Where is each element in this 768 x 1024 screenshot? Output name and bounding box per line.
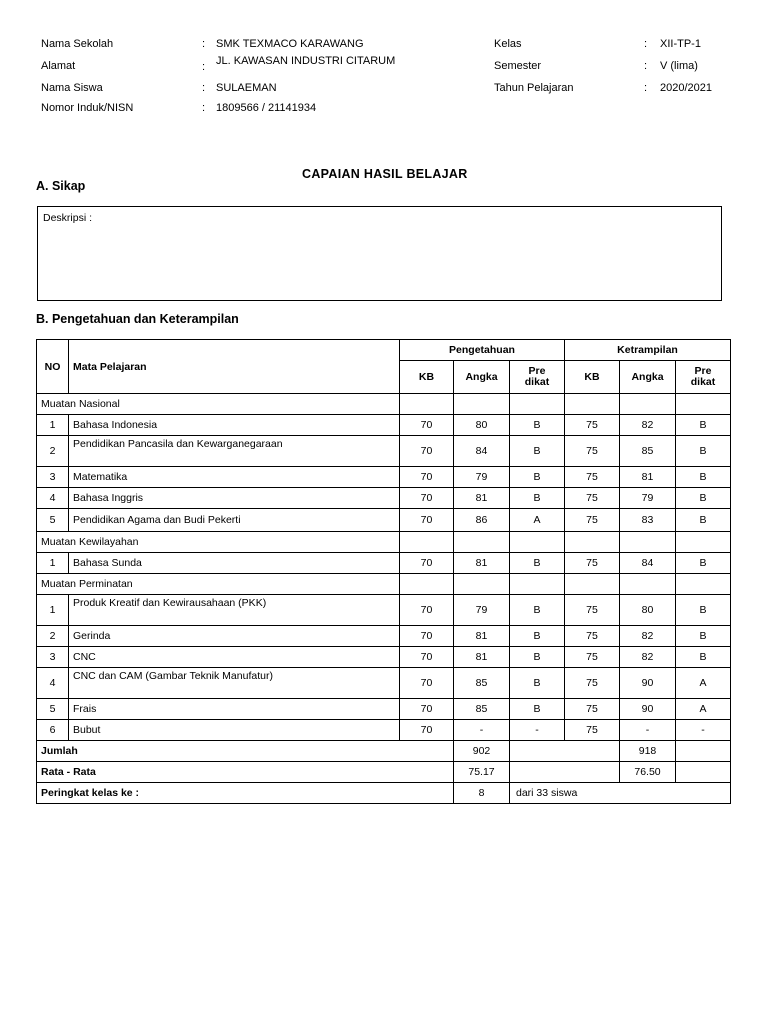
label-semester: Semester — [494, 60, 542, 72]
separator: : — [202, 82, 206, 94]
row-number: 5 — [37, 509, 69, 532]
grade-k-pred: B — [676, 626, 731, 647]
header-kb: KB — [565, 361, 620, 394]
empty-cell — [510, 741, 620, 762]
header-angka: Angka — [454, 361, 510, 394]
empty-cell — [620, 532, 676, 553]
grade-k-kb: 75 — [565, 699, 620, 720]
separator: : — [202, 61, 206, 73]
grades-table — [36, 339, 731, 804]
grade-p-pred: B — [510, 467, 565, 488]
average-label: Rata - Rata — [37, 762, 454, 783]
rank-label: Peringkat kelas ke : — [37, 783, 454, 804]
grade-p-pred: B — [510, 488, 565, 509]
value-school-name: SMK TEXMACO KARAWANG — [216, 38, 364, 50]
section-b-heading: B. Pengetahuan dan Keterampilan — [36, 312, 239, 326]
grade-k-angka: 83 — [620, 509, 676, 532]
header-kb: KB — [400, 361, 454, 394]
subject-name: Pendidikan Pancasila dan Kewarganegaraan — [69, 436, 400, 467]
grade-p-angka: 86 — [454, 509, 510, 532]
grade-p-angka: 84 — [454, 436, 510, 467]
row-number: 6 — [37, 720, 69, 741]
average-ketrampilan: 76.50 — [620, 762, 676, 783]
total-pengetahuan: 902 — [454, 741, 510, 762]
grade-p-angka: 85 — [454, 668, 510, 699]
separator: : — [644, 82, 648, 94]
grade-p-kb: 70 — [400, 595, 454, 626]
grade-p-kb: 70 — [400, 436, 454, 467]
grade-k-pred: A — [676, 699, 731, 720]
grade-k-pred: B — [676, 415, 731, 436]
group-row — [37, 394, 731, 415]
value-class: XII-TP-1 — [660, 38, 701, 50]
grade-p-kb: 70 — [400, 626, 454, 647]
label-school-name: Nama Sekolah — [41, 38, 114, 50]
grade-p-kb: 70 — [400, 415, 454, 436]
subject-name: CNC — [69, 647, 400, 668]
table-row — [37, 626, 731, 647]
empty-cell — [676, 574, 731, 595]
grade-p-pred: B — [510, 647, 565, 668]
grade-k-kb: 75 — [565, 553, 620, 574]
subject-name: Bubut — [69, 720, 400, 741]
group-label: Muatan Perminatan — [37, 574, 400, 595]
grade-p-kb: 70 — [400, 553, 454, 574]
grade-p-angka: 85 — [454, 699, 510, 720]
empty-cell — [565, 574, 620, 595]
grade-k-kb: 75 — [565, 647, 620, 668]
rank-value: 8 — [454, 783, 510, 804]
row-number: 1 — [37, 553, 69, 574]
header-ketrampilan: Ketrampilan — [565, 340, 731, 361]
grade-k-pred: A — [676, 668, 731, 699]
grade-k-kb: 75 — [565, 467, 620, 488]
grade-k-kb: 75 — [565, 436, 620, 467]
value-semester: V (lima) — [660, 60, 698, 72]
grade-p-kb: 70 — [400, 488, 454, 509]
rank-suffix: dari 33 siswa — [510, 783, 731, 804]
empty-cell — [510, 762, 620, 783]
grade-p-angka: 79 — [454, 595, 510, 626]
average-pengetahuan: 75.17 — [454, 762, 510, 783]
grade-p-kb: 70 — [400, 509, 454, 532]
grade-k-kb: 75 — [565, 509, 620, 532]
grade-k-kb: 75 — [565, 626, 620, 647]
table-row — [37, 415, 731, 436]
header-subject: Mata Pelajaran — [69, 340, 400, 394]
group-row — [37, 532, 731, 553]
grade-k-kb: 75 — [565, 415, 620, 436]
grade-k-kb: 75 — [565, 488, 620, 509]
empty-cell — [676, 741, 731, 762]
grade-k-angka: 81 — [620, 467, 676, 488]
label-academic-year: Tahun Pelajaran — [494, 82, 574, 94]
row-number: 3 — [37, 647, 69, 668]
value-student-id: 1809566 / 21141934 — [216, 102, 317, 114]
header-predikat: Pre dikat — [510, 361, 565, 394]
grade-p-kb: 70 — [400, 699, 454, 720]
group-label: Muatan Nasional — [37, 394, 400, 415]
empty-cell — [454, 532, 510, 553]
table-row — [37, 647, 731, 668]
row-number: 4 — [37, 668, 69, 699]
separator: : — [644, 60, 648, 72]
grade-k-pred: B — [676, 553, 731, 574]
grade-k-pred: B — [676, 595, 731, 626]
subject-name: Frais — [69, 699, 400, 720]
description-label: Deskripsi : — [43, 212, 93, 224]
table-row — [37, 595, 731, 626]
grade-k-angka: 82 — [620, 415, 676, 436]
row-number: 5 — [37, 699, 69, 720]
grade-p-angka: - — [454, 720, 510, 741]
value-address: JL. KAWASAN INDUSTRI CITARUM — [216, 55, 396, 67]
subject-name: Bahasa Inggris — [69, 488, 400, 509]
empty-cell — [620, 574, 676, 595]
grade-p-pred: - — [510, 720, 565, 741]
grade-p-pred: B — [510, 436, 565, 467]
table-row — [37, 668, 731, 699]
grade-k-pred: B — [676, 647, 731, 668]
subject-name: Bahasa Indonesia — [69, 415, 400, 436]
empty-cell — [400, 394, 454, 415]
separator: : — [202, 102, 206, 114]
table-row — [37, 436, 731, 467]
table-row — [37, 699, 731, 720]
grade-k-kb: 75 — [565, 595, 620, 626]
row-number: 1 — [37, 595, 69, 626]
header-pengetahuan: Pengetahuan — [400, 340, 565, 361]
subject-name: Pendidikan Agama dan Budi Pekerti — [69, 509, 400, 532]
grade-p-kb: 70 — [400, 720, 454, 741]
subject-name: Matematika — [69, 467, 400, 488]
table-row — [37, 488, 731, 509]
value-student-name: SULAEMAN — [216, 82, 277, 94]
grade-p-angka: 79 — [454, 467, 510, 488]
group-row — [37, 574, 731, 595]
grade-p-kb: 70 — [400, 467, 454, 488]
row-number: 3 — [37, 467, 69, 488]
section-a-heading: A. Sikap — [36, 179, 86, 193]
table-row — [37, 467, 731, 488]
grade-k-angka: 80 — [620, 595, 676, 626]
label-student-id: Nomor Induk/NISN — [41, 102, 134, 114]
header-predikat: Pre dikat — [676, 361, 731, 394]
grade-k-kb: 75 — [565, 720, 620, 741]
subject-name: Produk Kreatif dan Kewirausahaan (PKK) — [69, 595, 400, 626]
grade-p-angka: 81 — [454, 553, 510, 574]
grade-k-angka: 84 — [620, 553, 676, 574]
table-header-row — [37, 340, 731, 361]
empty-cell — [510, 574, 565, 595]
grade-k-angka: 82 — [620, 626, 676, 647]
grade-k-angka: - — [620, 720, 676, 741]
empty-cell — [676, 532, 731, 553]
grade-p-pred: B — [510, 668, 565, 699]
label-address: Alamat — [41, 60, 76, 72]
page-title: CAPAIAN HASIL BELAJAR — [302, 167, 468, 181]
empty-cell — [676, 394, 731, 415]
table-row — [37, 720, 731, 741]
label-student-name: Nama Siswa — [41, 82, 103, 94]
separator: : — [644, 38, 648, 50]
row-number: 2 — [37, 436, 69, 467]
grade-k-pred: B — [676, 509, 731, 532]
grade-k-pred: B — [676, 488, 731, 509]
grade-p-pred: B — [510, 626, 565, 647]
empty-cell — [565, 532, 620, 553]
grade-k-kb: 75 — [565, 668, 620, 699]
separator: : — [202, 38, 206, 50]
grade-p-angka: 81 — [454, 488, 510, 509]
grade-k-pred: B — [676, 467, 731, 488]
table-row — [37, 553, 731, 574]
grade-p-angka: 80 — [454, 415, 510, 436]
grade-p-kb: 70 — [400, 668, 454, 699]
grade-p-pred: B — [510, 699, 565, 720]
group-label: Muatan Kewilayahan — [37, 532, 400, 553]
label-class: Kelas — [494, 38, 522, 50]
header-no: NO — [37, 340, 69, 394]
grade-k-angka: 85 — [620, 436, 676, 467]
subject-name: Bahasa Sunda — [69, 553, 400, 574]
grade-p-pred: B — [510, 595, 565, 626]
subject-name: CNC dan CAM (Gambar Teknik Manufatur) — [69, 668, 400, 699]
grade-k-pred: - — [676, 720, 731, 741]
grade-p-pred: A — [510, 509, 565, 532]
empty-cell — [510, 532, 565, 553]
empty-cell — [676, 762, 731, 783]
grade-p-angka: 81 — [454, 626, 510, 647]
grade-p-angka: 81 — [454, 647, 510, 668]
subject-name: Gerinda — [69, 626, 400, 647]
total-label: Jumlah — [37, 741, 454, 762]
grade-k-angka: 79 — [620, 488, 676, 509]
grade-k-pred: B — [676, 436, 731, 467]
grade-k-angka: 82 — [620, 647, 676, 668]
grade-p-kb: 70 — [400, 647, 454, 668]
row-number: 2 — [37, 626, 69, 647]
empty-cell — [510, 394, 565, 415]
attitude-description-box — [37, 206, 722, 301]
row-number: 4 — [37, 488, 69, 509]
empty-cell — [400, 532, 454, 553]
table-totals — [37, 741, 731, 804]
row-number: 1 — [37, 415, 69, 436]
empty-cell — [454, 574, 510, 595]
empty-cell — [565, 394, 620, 415]
table-row — [37, 509, 731, 532]
grade-k-angka: 90 — [620, 668, 676, 699]
total-ketrampilan: 918 — [620, 741, 676, 762]
grade-p-pred: B — [510, 553, 565, 574]
empty-cell — [454, 394, 510, 415]
value-academic-year: 2020/2021 — [660, 82, 712, 94]
grade-k-angka: 90 — [620, 699, 676, 720]
empty-cell — [620, 394, 676, 415]
grade-p-pred: B — [510, 415, 565, 436]
header-angka: Angka — [620, 361, 676, 394]
empty-cell — [400, 574, 454, 595]
